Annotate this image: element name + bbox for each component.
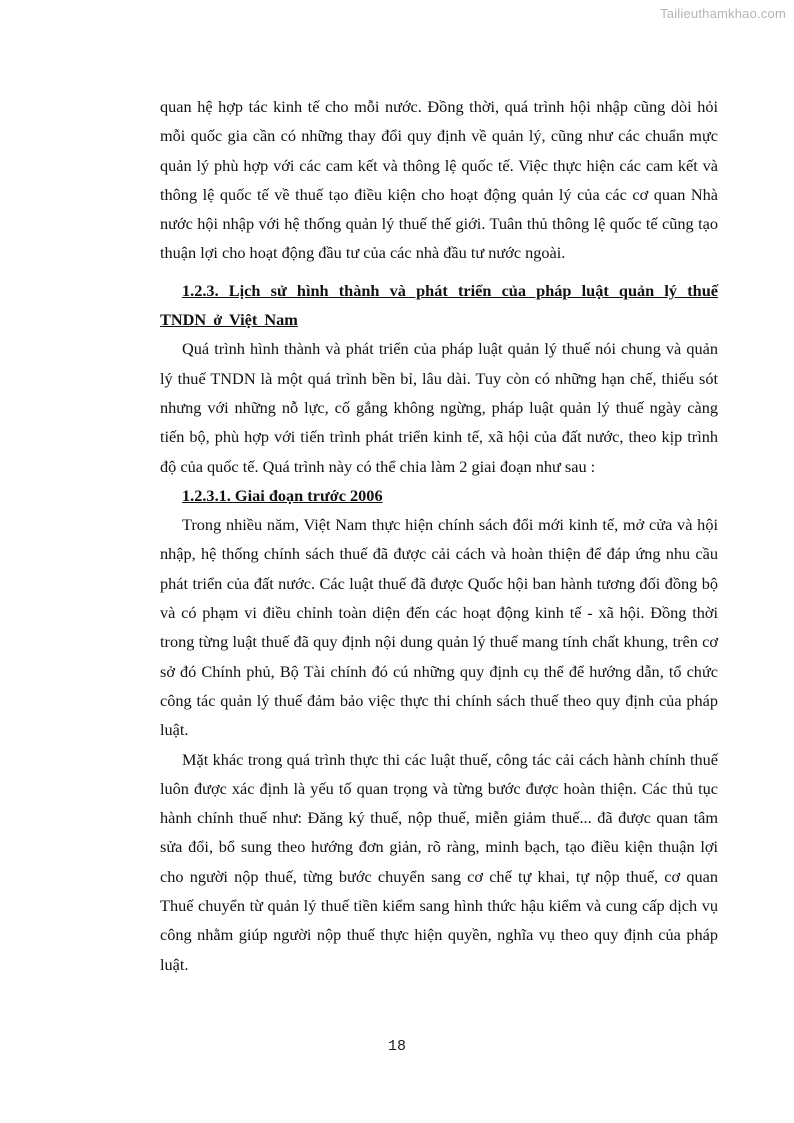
section-heading-1-2-3: 1.2.3. Lịch sử hình thành và phát triển của pháp luật quản lý thuế TNDN ở Việt Nam xyxy=(160,280,718,330)
page-number: 18 xyxy=(387,1038,406,1055)
document-body xyxy=(160,92,718,979)
paragraph-history-intro: Quá trình hình thành và phát triển của pháp luật quản lý thuế nói chung và quản lý thuế TNDN là một quá trình bền bỉ, lâu dài. Tuy còn có những hạn chế, thiếu sót nhưng với những nỗ lực, cố gắng không ngừng, pháp luật quản lý thuế ngày càng tiến bộ, phù hợp với tiến trình phát triển kinh tế, xã hội của đất nước, theo kịp trình độ của quốc tế. Quá trình này có thể chia làm 2 giai đoạn như sau : xyxy=(160,339,718,476)
paragraph-before-2006: Trong nhiều năm, Việt Nam thực hiện chính sách đổi mới kinh tế, mở cửa và hội nhập, hệ thống chính sách thuế đã được cải cách và hoàn thiện để đáp ứng nhu cầu phát triển của đất nước. Các luật thuế đã được Quốc hội ban hành tương đối đồng bộ và có phạm vi điều chỉnh toàn diện đến các hoạt động kinh tế - xã hội. Đồng thời trong từng luật thuế đã quy định nội dung quản lý thuế mang tính chất khung, trên cơ sở đó Chính phủ, Bộ Tài chính đó cú những quy định cụ thể để hướng dẫn, tổ chức công tác quản lý thuế đảm bảo việc thực thi chính sách thuế theo quy định của pháp luật. xyxy=(160,515,718,740)
watermark-text: Tailieuthamkhao.com xyxy=(660,6,786,21)
paragraph-admin-reform: Mặt khác trong quá trình thực thi các luật thuế, công tác cải cách hành chính thuế luôn được xác định là yếu tố quan trọng và từng bước được hoàn thiện. Các thủ tục hành chính thuế như: Đăng ký thuế, nộp thuế, miễn giảm thuế... đã được quan tâm sửa đổi, bổ sung theo hướng đơn giản, rõ ràng, minh bạch, tạo điều kiện thuận lợi cho người nộp thuế, từng bước chuyển sang cơ chế tự khai, tự nộp thuế, cơ quan Thuế chuyển từ quản lý thuế tiền kiểm sang hình thức hậu kiểm và cung cấp dịch vụ công nhằm giúp người nộp thuế thực hiện quyền, nghĩa vụ theo quy định của pháp luật. xyxy=(160,749,718,974)
subsection-heading-1-2-3-1: 1.2.3.1. Giai đoạn trước 2006 xyxy=(182,485,383,505)
paragraph-continuation: quan hệ hợp tác kinh tế cho mỗi nước. Đồng thời, quá trình hội nhập cũng dòi hỏi mỗi quốc gia cần có những thay đổi quy định về quản lý, cũng như các chuẩn mực quản lý phù hợp với các cam kết và thông lệ quốc tế. Việc thực hiện các cam kết và thông lệ quốc tế về thuế tạo điều kiện cho hoạt động quản lý của các cơ quan Nhà nước hội nhập với hệ thống quản lý thuế thế giới. Tuân thủ thông lệ quốc tế cũng tạo thuận lợi cho hoạt động đầu tư của các nhà đầu tư nước ngoài. xyxy=(160,97,718,263)
